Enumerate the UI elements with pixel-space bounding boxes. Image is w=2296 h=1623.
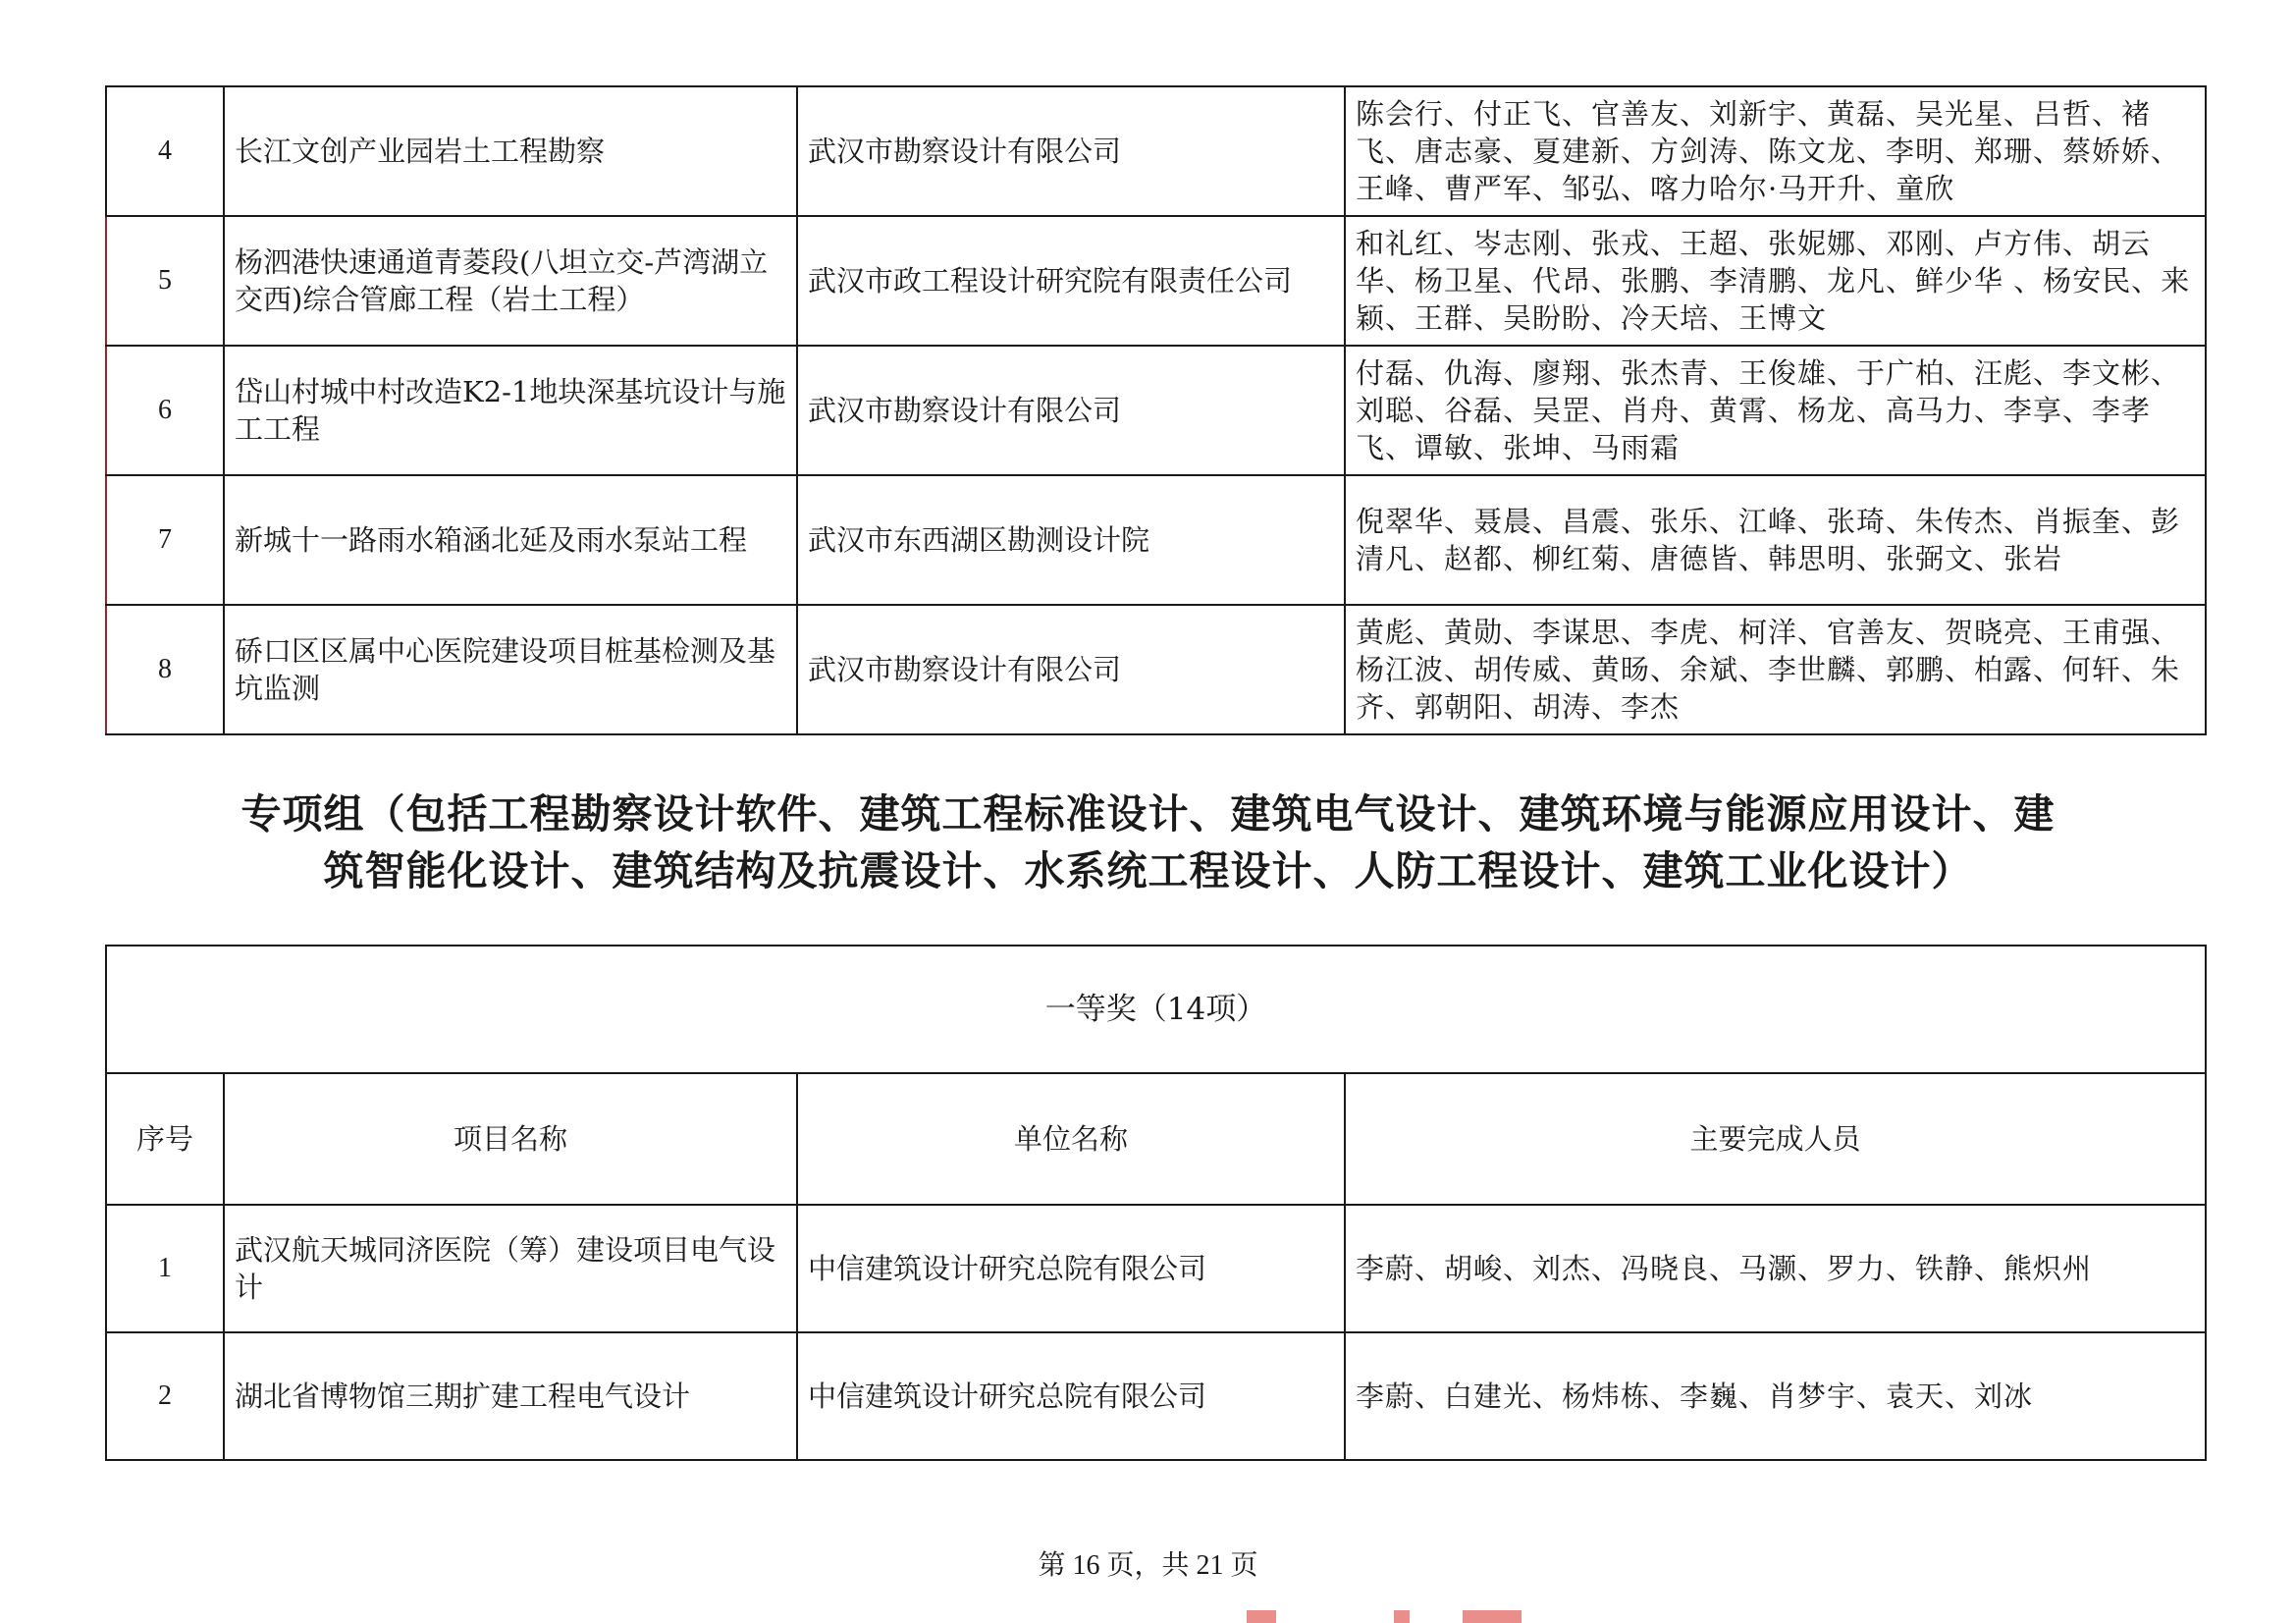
main-contributors: 和礼红、岑志刚、张戎、王超、张妮娜、邓刚、卢方伟、胡云华、杨卫星、代昂、张鹏、李清鹏、龙凡、鲜少华 、杨安民、来颖、王群、吴盼盼、冷天培、王博文 — [1345, 216, 2206, 346]
column-header-unit: 单位名称 — [797, 1073, 1345, 1205]
table-row — [106, 1205, 2206, 1332]
table-row — [106, 346, 2206, 475]
unit-name: 武汉市勘察设计有限公司 — [797, 346, 1345, 475]
unit-name: 中信建筑设计研究总院有限公司 — [797, 1332, 1345, 1460]
project-name: 湖北省博物馆三期扩建工程电气设计 — [224, 1332, 797, 1460]
unit-name: 武汉市东西湖区勘测设计院 — [797, 475, 1345, 605]
row-number: 2 — [106, 1332, 224, 1460]
column-header-number: 序号 — [106, 1073, 224, 1205]
section-heading — [98, 785, 2198, 899]
table-row — [106, 86, 2206, 216]
row-number: 1 — [106, 1205, 224, 1332]
red-seal-fragment — [1247, 1610, 1276, 1623]
row-number: 4 — [106, 86, 224, 216]
row-number: 7 — [106, 475, 224, 605]
page-indicator: 第 16 页，共 21 页 — [1038, 1550, 1258, 1581]
main-contributors: 李蔚、胡峻、刘杰、冯晓良、马灏、罗力、铁静、熊炽州 — [1345, 1205, 2206, 1332]
table-header-row — [106, 1073, 2206, 1205]
table-row — [106, 216, 2206, 346]
award-title: 一等奖（14项） — [106, 946, 2206, 1073]
main-contributors: 陈会行、付正飞、官善友、刘新宇、黄磊、吴光星、吕哲、褚飞、唐志豪、夏建新、方剑涛、陈文龙、李明、郑珊、蔡娇娇、王峰、曹严军、邹弘、喀力哈尔·马开升、童欣 — [1345, 86, 2206, 216]
main-contributors: 倪翠华、聂晨、昌震、张乐、江峰、张琦、朱传杰、肖振奎、彭清凡、赵都、柳红菊、唐德皆、韩思明、张弼文、张岩 — [1345, 475, 2206, 605]
section-heading-line-2: 筑智能化设计、建筑结构及抗震设计、水系统工程设计、人防工程设计、建筑工业化设计） — [323, 847, 1973, 894]
project-name: 武汉航天城同济医院（筹）建设项目电气设计 — [224, 1205, 797, 1332]
column-header-people: 主要完成人员 — [1345, 1073, 2206, 1205]
row-number: 8 — [106, 605, 224, 734]
table-row — [106, 1332, 2206, 1460]
main-contributors: 付磊、仇海、廖翔、张杰青、王俊雄、于广柏、汪彪、李文彬、刘聪、谷磊、吴罡、肖舟、黄霄、杨龙、高马力、李享、李孝飞、谭敏、张坤、马雨霜 — [1345, 346, 2206, 475]
main-contributors: 黄彪、黄勋、李谋思、李虎、柯洋、官善友、贺晓亮、王甫强、杨江波、胡传威、黄旸、余斌、李世麟、郭鹏、柏露、何轩、朱齐、郭朝阳、胡涛、李杰 — [1345, 605, 2206, 734]
table-row — [106, 605, 2206, 734]
first-prize-table — [105, 945, 2207, 1461]
table-row — [106, 475, 2206, 605]
section-heading-line-1: 专项组（包括工程勘察设计软件、建筑工程标准设计、建筑电气设计、建筑环境与能源应用设计、建 — [240, 790, 2056, 838]
unit-name: 武汉市勘察设计有限公司 — [797, 605, 1345, 734]
unit-name: 武汉市勘察设计有限公司 — [797, 86, 1345, 216]
unit-name: 中信建筑设计研究总院有限公司 — [797, 1205, 1345, 1332]
main-contributors: 李蔚、白建光、杨炜栋、李巍、肖梦宇、袁天、刘冰 — [1345, 1332, 2206, 1460]
project-name: 杨泗港快速通道青菱段(八坦立交-芦湾湖立交西)综合管廊工程（岩土工程） — [224, 216, 797, 346]
red-seal-fragment — [1394, 1610, 1410, 1623]
table-title-row — [106, 946, 2206, 1073]
unit-name: 武汉市政工程设计研究院有限责任公司 — [797, 216, 1345, 346]
project-name: 岱山村城中村改造K2-1地块深基坑设计与施工工程 — [224, 346, 797, 475]
project-name: 硚口区区属中心医院建设项目桩基检测及基坑监测 — [224, 605, 797, 734]
column-header-project: 项目名称 — [224, 1073, 797, 1205]
row-number: 5 — [106, 216, 224, 346]
row-number: 6 — [106, 346, 224, 475]
project-name: 长江文创产业园岩土工程勘察 — [224, 86, 797, 216]
project-name: 新城十一路雨水箱涵北延及雨水泵站工程 — [224, 475, 797, 605]
red-seal-fragment — [1463, 1610, 1522, 1623]
results-table-continued — [105, 85, 2207, 735]
